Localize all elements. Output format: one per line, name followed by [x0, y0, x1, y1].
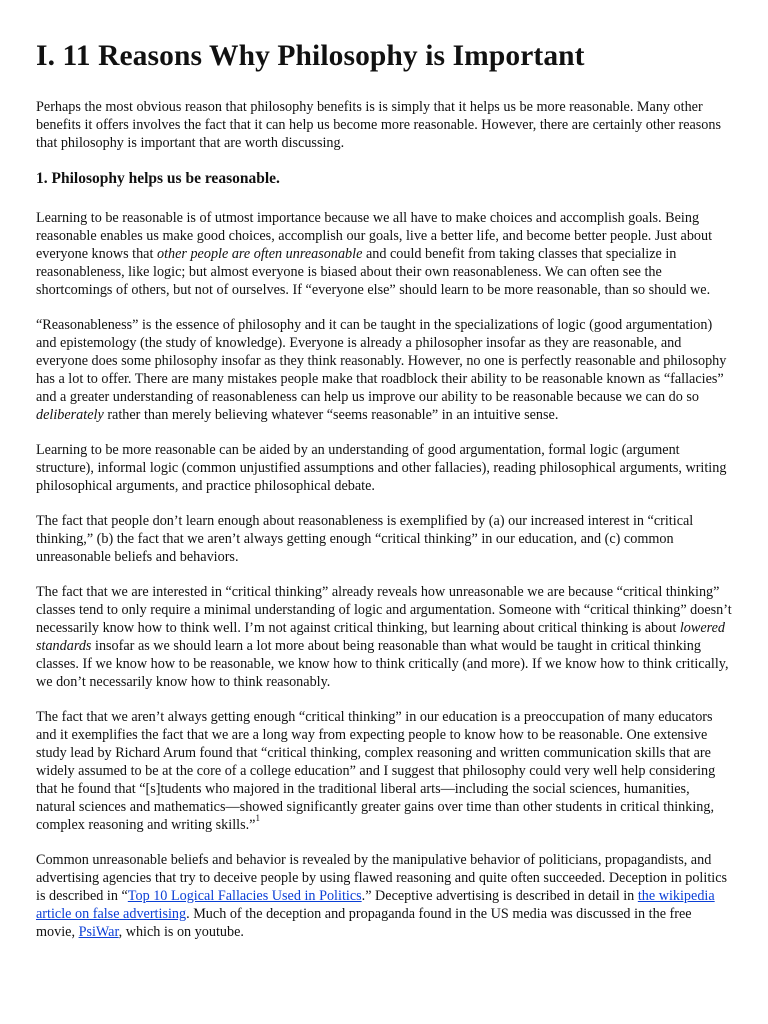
paragraph-2-text-b: rather than merely believing whatever “seems reasonable” in an intuitive sense.	[103, 407, 559, 423]
paragraph-4: The fact that people don’t learn enough about reasonableness is exemplified by (a) our increased interest in “critical thinking,” (b) the fact that we aren’t always getting enough “critical thinking” in our education, and (c) common unreasonable beliefs and behaviors.	[36, 513, 694, 565]
paragraph-7	[36, 851, 732, 941]
paragraph-7-text-c: . Much of the deception and propaganda found in the US media was discussed in the free movie,	[36, 906, 692, 940]
link-false-advertising[interactable]: the wikipedia article on false advertising	[36, 888, 715, 922]
paragraph-1	[36, 209, 732, 299]
link-logical-fallacies[interactable]: Top 10 Logical Fallacies Used in Politics	[127, 888, 362, 904]
paragraph-2-emphasis: deliberately	[36, 407, 104, 423]
paragraph-5-text-a: The fact that we are interested in “critical thinking” already reveals how unreasonable we are because “critical thinking” classes tend to only require a minimal understanding of logic and argumentation. Someone with “critical thinking” doesn’t necessarily know how to think well. I’m not against critical thinking, but learning about critical thinking is about	[36, 584, 732, 636]
paragraph-6	[36, 708, 732, 834]
page-title: I. 11 Reasons Why Philosophy is Important	[36, 40, 585, 72]
paragraph-1-text-b: and could benefit from taking classes that specialize in reasonableness, like logic; but almost everyone is biased about their own reasonableness. We can often see the shortcomings of others, but not of ourselves. If “everyone else” should learn to be more reasonable, than so should we.	[36, 246, 711, 298]
footnote-marker[interactable]: 1	[255, 813, 260, 824]
section-heading: 1. Philosophy helps us be reasonable.	[36, 170, 280, 187]
paragraph-5	[36, 583, 732, 691]
paragraph-5-text-b: insofar as we should learn a lot more about being reasonable than what would be taught in critical thinking classes. If we know how to be reasonable, we know how to think critically (and more). If we know how to think critically, we don’t necessarily know how to think reasonably.	[36, 638, 729, 690]
paragraph-7-text-d: , which is on youtube.	[118, 924, 244, 940]
paragraph-6-text: The fact that we aren’t always getting enough “critical thinking” in our education is a preoccupation of many educators and it exemplifies the fact that we are a long way from expecting people to know how to be reasonable. One extensive study lead by Richard Arum found that “critical thinking, complex reasoning and written communication skills that are widely assumed to be at the core of a college education” and I suggest that philosophy could very well help considering that he found that “[s]tudents who majored in the traditional liberal arts—including the social sciences, humanities, natural sciences and mathematics—showed significantly greater gains over time than other students in critical thinking, complex reasoning and writing skills.”	[36, 709, 716, 833]
paragraph-2-text-a: “Reasonableness” is the essence of philosophy and it can be taught in the specializations of logic (good argumentation) and epistemology (the study of knowledge). Everyone is already a philosopher insofar as they are reasonable, and everyone does some philosophy insofar as they think reasonably. However, no one is perfectly reasonable and philosophy has a lot to offer. There are many mistakes people make that roadblock their ability to be reasonable known as “fallacies” and a greater understanding of reasonableness can help us improve our ability to be reasonable because we can do so	[36, 317, 727, 405]
paragraph-3: Learning to be more reasonable can be aided by an understanding of good argumentation, formal logic (argument structure), informal logic (common unjustified assumptions and other fallacies), reading philosophical arguments, writing philosophical arguments, and practice philosophical debate.	[36, 442, 727, 494]
paragraph-2	[36, 316, 732, 424]
intro-paragraph: Perhaps the most obvious reason that philosophy benefits is is simply that it helps us be more reasonable. Many other benefits it offers involves the fact that it can help us become more reasonable. However, there are certainly other reasons that philosophy is important that are worth discussing.	[36, 99, 722, 151]
paragraph-5-emphasis: lowered standards	[36, 620, 726, 654]
paragraph-1-text-a: Learning to be reasonable is of utmost importance because we all have to make choices and accomplish goals. Being reasonable enables us make good choices, accomplish our goals, live a better life, and become better people. Just about everyone knows that	[36, 210, 713, 262]
link-psiwar[interactable]: PsiWar	[78, 924, 119, 940]
paragraph-7-text-a: Common unreasonable beliefs and behavior is revealed by the manipulative behavior of politicians, propagandists, and advertising agencies that try to deceive people by using flawed reasoning and quite often succeeded. Deception in politics is described in “	[36, 852, 728, 904]
paragraph-7-text-b: .” Deceptive advertising is described in detail in	[361, 888, 638, 904]
paragraph-1-emphasis: other people are often unreasonable	[156, 246, 363, 262]
